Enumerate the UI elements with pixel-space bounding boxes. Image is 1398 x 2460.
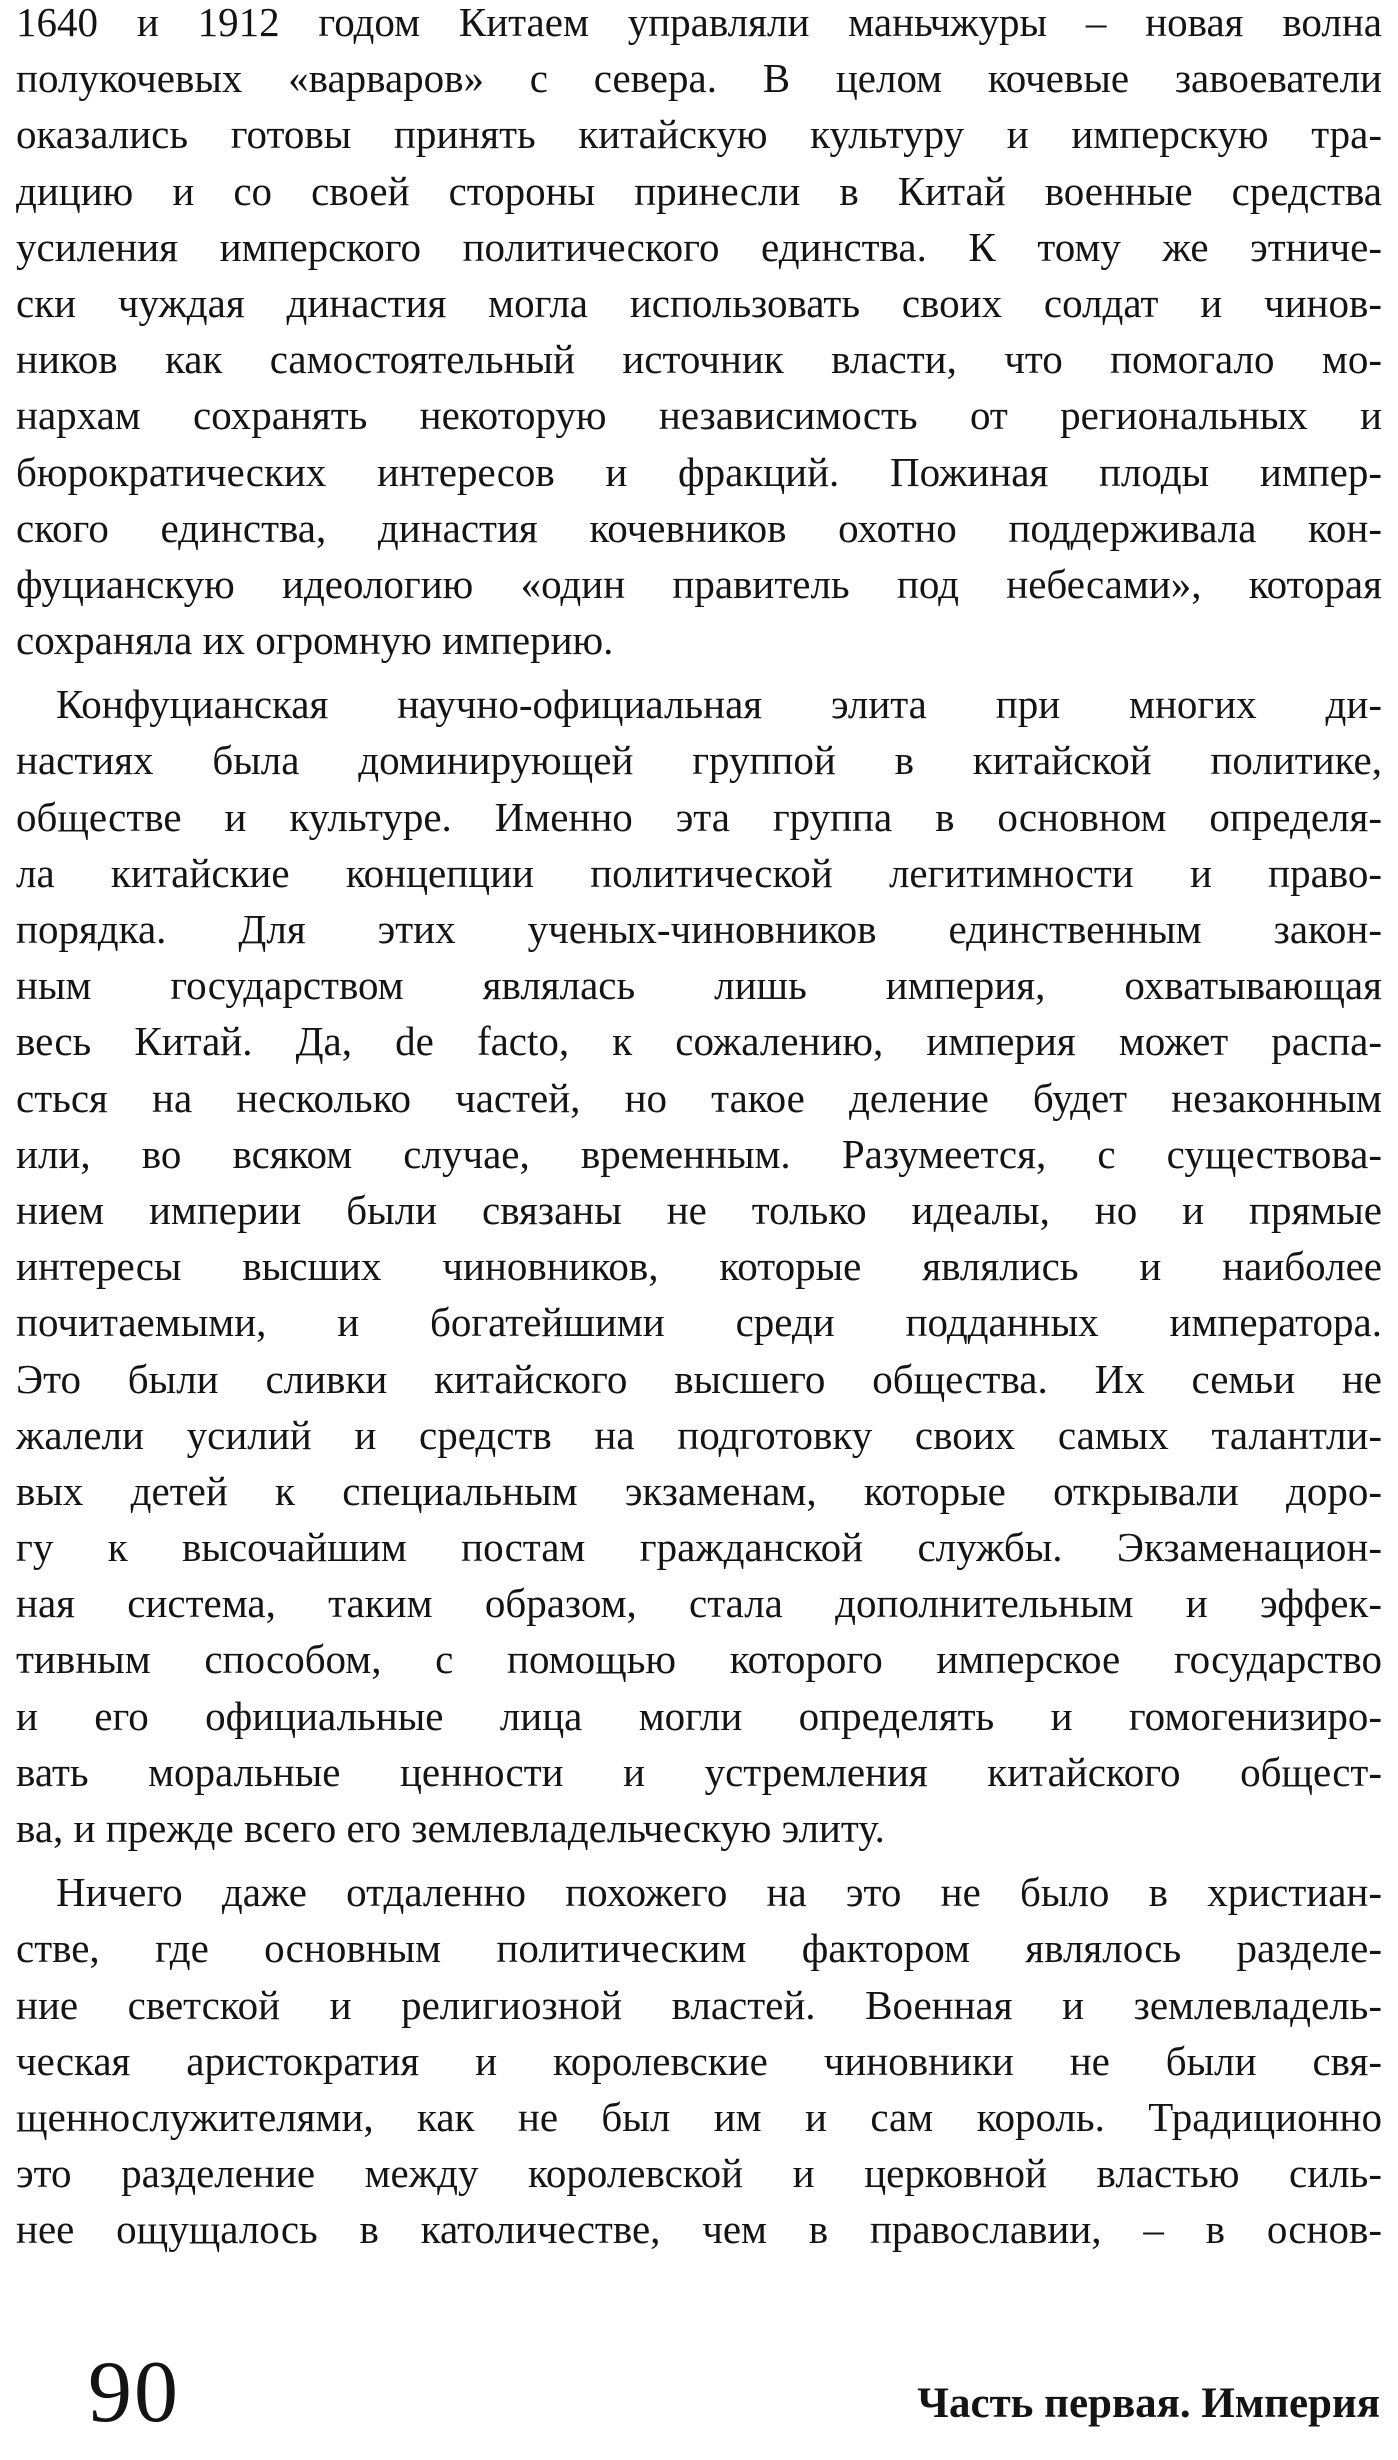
text-line: Это были сливки китайского высшего общества. Их семьи не (16, 1355, 1382, 1402)
paragraph-gap (16, 668, 1382, 676)
text-line: Конфуцианская научно-официальная элита при многих ди- (56, 681, 1382, 728)
text-line: ная система, таким образом, стала дополнительным и эффек- (16, 1580, 1382, 1627)
text-line: фуцианскую идеологию «один правитель под небесами», которая (16, 560, 1382, 607)
text-line: тивным способом, с помощью которого имперское государство (16, 1636, 1382, 1683)
page-footer (0, 2338, 1398, 2460)
text-line: вых детей к специальным экзаменам, которые открывали доро- (16, 1467, 1382, 1514)
text-line: бюрократических интересов и фракций. Пожиная плоды импер- (16, 448, 1382, 495)
text-line: усиления имперского политического единства. К тому же этниче- (16, 223, 1382, 270)
text-line: и его официальные лица могли определять и гомогенизиро- (16, 1692, 1382, 1739)
running-head: Часть первая. Империя (917, 2380, 1380, 2427)
text-line: оказались готовы принять китайскую культуру и имперскую тра- (16, 111, 1382, 158)
text-line: сться на несколько частей, но такое деление будет незаконным (16, 1074, 1382, 1121)
text-line: обществе и культуре. Именно эта группа в основном определя- (16, 793, 1382, 840)
paragraph-gap (16, 1856, 1382, 1864)
text-line: сохраняла их огромную империю. (16, 617, 614, 664)
text-line: или, во всяком случае, временным. Разумеется, с существова- (16, 1130, 1382, 1177)
text-line: ского единства, династия кочевников охотно поддерживала кон- (16, 504, 1382, 551)
paragraph (16, 676, 1382, 1856)
text-line: стве, где основным политическим фактором являлось разделе- (16, 1925, 1382, 1972)
text-line: порядка. Для этих ученых-чиновников единственным закон- (16, 906, 1382, 952)
text-line: нархам сохранять некоторую независимость от региональных и (16, 392, 1382, 439)
text-line: нее ощущалось в католичестве, чем в православии, – в основ- (16, 2206, 1382, 2253)
text-line: 1640 и 1912 годом Китаем управляли маньчжуры – новая волна (16, 0, 1382, 45)
text-line: это разделение между королевской и церковной властью силь- (16, 2150, 1382, 2197)
page-number: 90 (88, 2344, 180, 2441)
text-line: полукочевых «варваров» с севера. В целом кочевые завоеватели (16, 55, 1382, 102)
text-line: дицию и со своей стороны принесли в Китай военные средства (16, 167, 1382, 214)
text-line: нием империи были связаны не только идеалы, но и прямые (16, 1186, 1382, 1233)
text-line: гу к высочайшим постам гражданской службы. Экзаменацион- (16, 1524, 1382, 1571)
text-line: ным государством являлась лишь империя, охватывающая (16, 962, 1382, 1009)
text-line: почитаемыми, и богатейшими среди подданных императора. (16, 1299, 1382, 1346)
paragraph (16, 0, 1382, 668)
text-line: вать моральные ценности и устремления китайского общест- (16, 1748, 1382, 1795)
main-text (16, 0, 1382, 2258)
text-line: ческая аристократия и королевские чиновники не были свя- (16, 2037, 1382, 2084)
text-line: весь Китай. Да, de facto, к сожалению, империя может распа- (16, 1018, 1382, 1065)
text-line: жалели усилий и средств на подготовку своих самых талантли- (16, 1411, 1382, 1458)
text-line: ников как самостоятельный источник власти, что помогало мо- (16, 336, 1382, 383)
paragraph (16, 1864, 1382, 2257)
text-line: ние светской и религиозной властей. Военная и землевладель- (16, 1981, 1382, 2028)
text-line: Ничего даже отдаленно похожего на это не было в христиан- (56, 1869, 1382, 1916)
text-line: ва, и прежде всего его землевладельческую элиту. (16, 1805, 885, 1851)
text-line: интересы высших чиновников, которые являлись и наиболее (16, 1243, 1382, 1290)
text-line: ски чуждая династия могла использовать своих солдат и чинов- (16, 279, 1382, 326)
text-line: ла китайские концепции политической легитимности и право- (16, 849, 1382, 896)
text-line: щеннослужителями, как не был им и сам король. Традиционно (16, 2093, 1382, 2140)
text-line: настиях была доминирующей группой в китайской политике, (16, 737, 1382, 784)
